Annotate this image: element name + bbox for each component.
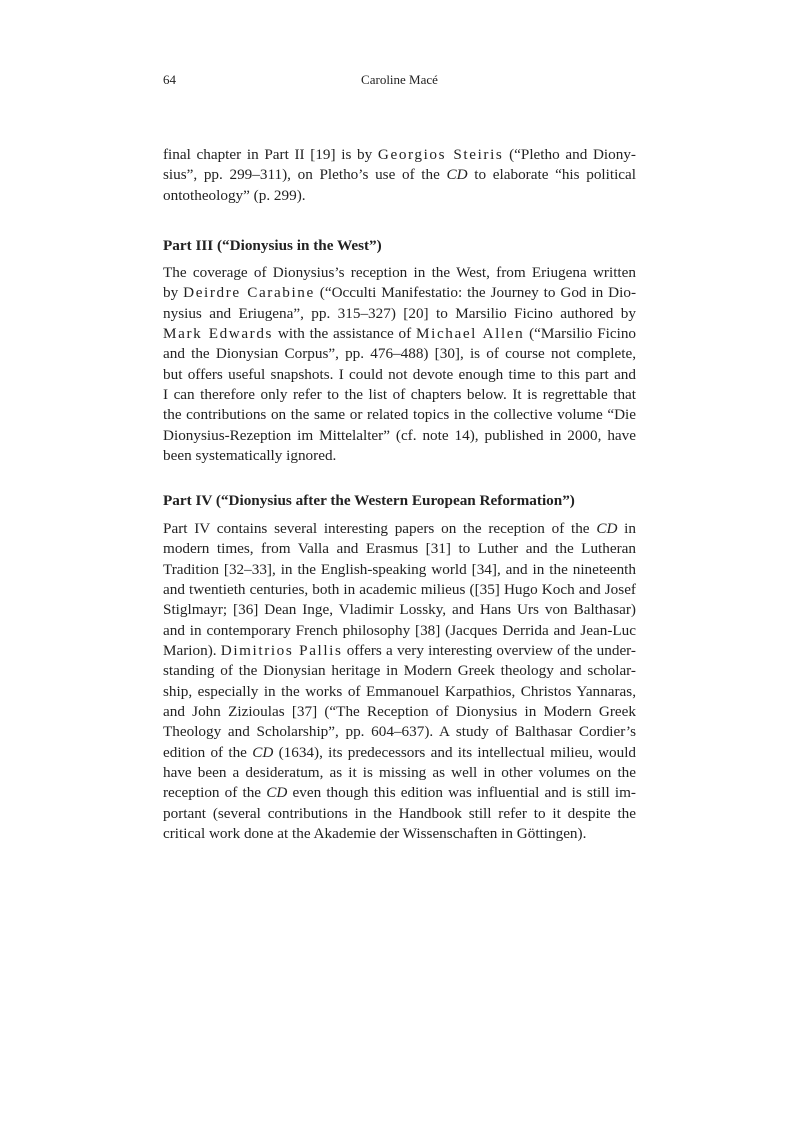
- text-run: final chapter in Part II [19] is by: [163, 146, 378, 163]
- text-run: the contributions on the same or related topics in the collective volume “Die: [163, 406, 636, 424]
- text-line: [163, 186, 636, 206]
- section-heading-part-iii: Part III (“Dionysius in the West”): [163, 237, 382, 254]
- text-run: Dionysius-Rezeption im Mittelalter” (cf. note 14), published in 2000, have: [163, 426, 636, 444]
- text-line: [163, 405, 636, 425]
- text-run: and twentieth centuries, both in academic milieus ([35] Hugo Koch and Josef: [163, 581, 636, 599]
- text-line: [163, 283, 636, 303]
- paragraph-3: [163, 519, 636, 845]
- text-line: [163, 519, 636, 539]
- text-run: edition of the: [163, 743, 253, 761]
- author-name: Georgios Steiris: [377, 146, 504, 163]
- text-run: Tradition [32–33], in the English-speaking world [34], and in the nineteenth: [163, 560, 636, 578]
- text-run: The coverage of Dionysius’s reception in the West, from Eriugena written: [163, 264, 636, 281]
- text-line: [163, 539, 636, 559]
- text-line: [163, 385, 636, 405]
- text-run: critical work done at the Akademie der Wissenschaften in Göttingen).: [163, 825, 587, 843]
- text-run: standing of the Dionysian heritage in Modern Greek theology and scholar-: [163, 662, 636, 680]
- text-run: Part IV contains several interesting papers on the reception of the: [163, 520, 597, 537]
- paragraph-2: [163, 263, 636, 466]
- text-run: to elaborate “his political: [467, 166, 637, 184]
- text-line: [163, 560, 636, 580]
- text-line: [163, 600, 636, 620]
- text-run: (“Marsilio Ficino: [524, 325, 637, 343]
- text-line: [163, 165, 636, 185]
- text-line: [163, 824, 636, 844]
- text-run: been systematically ignored.: [163, 447, 337, 465]
- section-heading-part-iv: Part IV (“Dionysius after the Western European Reformation”): [163, 492, 575, 509]
- text-run: modern times, from Valla and Erasmus [31] to Luther and the Lutheran: [163, 540, 636, 558]
- text-line: [163, 783, 636, 803]
- text-run: offers a very interesting overview of the under-: [342, 642, 636, 660]
- text-run: and the Dionysian Corpus”, pp. 476–488) [30], is of course not complete,: [163, 345, 636, 363]
- author-name: Deirdre Carabine: [183, 284, 315, 302]
- text-run: and in contemporary French philosophy [38] (Jacques Derrida and Jean-Luc: [163, 621, 636, 639]
- text-line: [163, 621, 636, 641]
- text-run: (“Pletho and Diony-: [503, 146, 636, 163]
- italic-text: CD: [596, 520, 618, 537]
- text-line: [163, 702, 636, 722]
- author-name: Michael Allen: [416, 325, 525, 343]
- text-run: I can therefore only refer to the list of chapters below. It is regrettable that: [163, 386, 636, 404]
- text-run: reception of the: [163, 784, 267, 802]
- text-run: (“Occulti Manifestatio: the Journey to God in Dio-: [314, 284, 637, 302]
- text-line: [163, 722, 636, 742]
- text-line: [163, 682, 636, 702]
- text-line: [163, 580, 636, 600]
- text-run: and John Zizioulas [37] (“The Reception of Dionysius in Modern Greek: [163, 703, 636, 721]
- text-line: [163, 426, 636, 446]
- author-name: Dimitrios Pallis: [220, 642, 343, 660]
- text-run: in: [617, 520, 636, 537]
- text-run: ontotheology” (p. 299).: [163, 186, 306, 204]
- text-line: [163, 446, 636, 466]
- author-name: Mark Edwards: [163, 325, 274, 343]
- text-run: by: [163, 284, 184, 302]
- text-line: [163, 641, 636, 661]
- italic-text: CD: [266, 784, 288, 802]
- text-run: Theology and Scholarship”, pp. 604–637). A study of Balthasar Cordier’s: [163, 723, 636, 741]
- text-line: [163, 743, 636, 763]
- text-line: [163, 145, 636, 165]
- text-run: but offers useful snapshots. I could not devote enough time to this part and: [163, 365, 636, 383]
- text-line: [163, 365, 636, 385]
- text-line: [163, 661, 636, 681]
- text-run: with the assistance of: [273, 325, 417, 343]
- text-run: (1634), its predecessors and its intellectual milieu, would: [273, 743, 637, 761]
- paragraph-1: [163, 145, 636, 206]
- page-number: 64: [163, 72, 176, 87]
- text-run: have been a desideratum, as it is missing as well in other volumes on the: [163, 764, 636, 782]
- text-run: portant (several contributions in the Handbook still refer to it despite the: [163, 804, 636, 822]
- text-run: Marion).: [163, 642, 221, 660]
- running-head: Caroline Macé: [361, 72, 438, 87]
- text-run: sius”, pp. 299–311), on Pletho’s use of the: [163, 166, 447, 184]
- text-run: even though this edition was influential and is still im-: [287, 784, 636, 802]
- text-line: [163, 344, 636, 364]
- text-line: [163, 804, 636, 824]
- italic-text: CD: [446, 166, 468, 184]
- text-run: ship, especially in the works of Emmanouel Karpathios, Christos Yannaras,: [163, 682, 636, 700]
- text-line: [163, 763, 636, 783]
- text-line: [163, 263, 636, 283]
- text-run: nysius and Eriugena”, pp. 315–327) [20] to Marsilio Ficino authored by: [163, 304, 636, 322]
- text-line: [163, 324, 636, 344]
- italic-text: CD: [252, 743, 274, 761]
- text-run: Stiglmayr; [36] Dean Inge, Vladimir Lossky, and Hans Urs von Balthasar): [163, 601, 636, 619]
- text-line: [163, 304, 636, 324]
